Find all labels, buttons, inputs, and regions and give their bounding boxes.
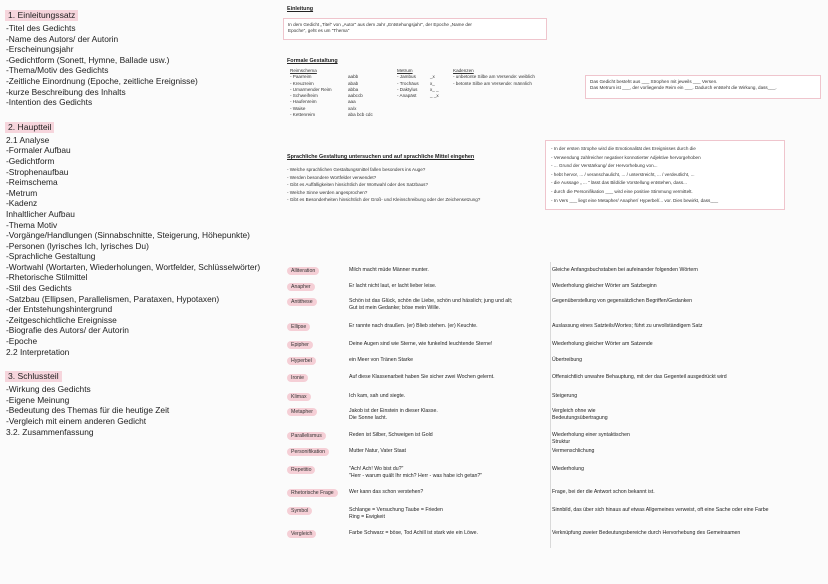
outline-item: -Formaler Aufbau: [6, 145, 71, 156]
outline: [6, 5, 296, 437]
outline-item: -kurze Beschreibung des Inhalts: [6, 86, 126, 97]
stilmittel-definition: [552, 267, 698, 274]
example-line: Mutter Natur, Vater Staat: [349, 448, 406, 454]
outline-item: -Epoche: [6, 336, 38, 347]
example-line: Milch macht müde Männer munter.: [349, 267, 429, 273]
reim-pattern: abab: [348, 80, 359, 86]
outline-item: 3.2. Zusammenfassung: [6, 426, 94, 437]
table-row: [287, 374, 817, 390]
reim-pattern: aabb: [348, 74, 359, 80]
stilmittel-name: Parallelismus: [287, 432, 326, 440]
stilmittel-definition: [552, 357, 582, 364]
formal-box: [585, 75, 821, 99]
stilmittel-example: [349, 341, 492, 348]
outline-item: -Vorgänge/Handlungen (Sinnabschnitte, Steigerung, Höhepunkte): [6, 230, 250, 241]
table-row: [287, 466, 817, 482]
sprachlich-box-line: - ... Grund der Verstärkung/ der Hervorhebung von...: [551, 163, 658, 169]
stilmittel-name: Klimax: [287, 393, 311, 401]
einleitung-line: Epoche", geht es um "Thema": [288, 28, 350, 34]
sprachlich-box-line: - Verwendung zahlreicher negativer konnotierter Adjektive hervorgehoben: [551, 154, 701, 160]
reim-pattern: abba: [348, 86, 359, 92]
stilmittel-example: [349, 489, 423, 496]
outline-item: Inhaltlicher Aufbau: [6, 208, 75, 219]
outline-item: -Eigene Meinung: [6, 394, 70, 405]
stilmittel-definition: [552, 448, 594, 455]
table-row: [287, 283, 817, 299]
table-row: [287, 408, 817, 424]
stilmittel-definition: [552, 283, 657, 290]
example-line: "Ach! Ach! Wo bist du?": [349, 466, 404, 472]
outline-item: -Titel des Gedichts: [6, 23, 76, 33]
definition-line: Bedeutungsübertragung: [552, 414, 608, 421]
example-line: Die Sonne lacht.: [349, 414, 388, 421]
metrum-name: - Jambus: [397, 74, 416, 80]
stilmittel-name: Antithese: [287, 298, 317, 306]
metrum: [397, 68, 452, 99]
formal-heading: Formale Gestaltung: [287, 58, 338, 64]
stilmittel-example: [349, 323, 478, 330]
outline-item: -Stil des Gedichts: [6, 283, 72, 294]
table-row: [287, 489, 817, 505]
stilmittel-example: [349, 530, 478, 537]
stilmittel-name: Metapher: [287, 408, 317, 416]
stilmittel-name: Hyperbel: [287, 357, 316, 365]
example-line: "Herr - warum quält Ihr mich? Herr - was habe ich getan?": [349, 472, 483, 479]
formal-box-line: Das Gedicht besteht aus ___ Strophen mit jeweils ___ Versen.: [590, 79, 718, 84]
example-line: Gut ist mein Gedanke; böse mein Wille.: [349, 304, 441, 311]
sprachlich-item: - Gibt es Auffälligkeiten hinsichtlich der Wortwahl oder des Satzbaus?: [287, 182, 429, 188]
outline-item: -Name des Autors/ der Autorin: [6, 33, 119, 44]
stilmittel-definition: [552, 408, 608, 422]
outline-item: 2.2 Interpretation: [6, 346, 70, 357]
stilmittel-definition: [552, 374, 727, 381]
example-line: Schlange = Versuchung Taube = Frieden: [349, 507, 443, 513]
einleitung-line: In dem Gedicht „Titel" von „Autor" aus dem Jahr „Entstehungsjahr", der Epoche „Name der: [288, 22, 472, 27]
stilmittel-example: [349, 357, 413, 364]
example-line: Schön ist das Glück, schön die Liebe, schön und hässlich; jung und alt;: [349, 298, 513, 304]
stilmittel-definition: [552, 393, 577, 400]
reim-name: - Umarmender Reim: [290, 86, 332, 92]
kadenz-item: - unbetonte Silbe am Versende: weiblich: [453, 74, 535, 80]
metrum-pattern: _ _x: [430, 93, 439, 99]
sprachlich-list: [287, 166, 480, 204]
reim-name: - Schweifreim: [290, 93, 318, 99]
table-row: [287, 507, 817, 523]
metrum-name: - Daktylus: [397, 86, 418, 92]
sprachlich-box-line: - durch die Personifikation ___ wird eine positive Stimmung vermittelt.: [551, 188, 693, 194]
outline-item: -Intention des Gedichts: [6, 97, 93, 108]
definition-line: Steigerung: [552, 393, 578, 399]
example-line: Wer kann das schon verstehen?: [349, 489, 424, 495]
stilmittel-name: Repetitio: [287, 466, 315, 474]
example-line: Er rannte nach draußen. (er) Blieb stehen. (er) Keuchte.: [349, 323, 478, 329]
sprachlich-box-line: - In Vers ___ liegt eine Metapher/ Anapher/ Hyperbel/... vor. Dies bewirkt, dass___: [551, 197, 718, 203]
stilmittel-definition: [552, 341, 653, 348]
metrum-name: - Trochäus: [397, 80, 419, 86]
outline-item: -Bedeutung des Themas für die heutige Zeit: [6, 405, 170, 416]
definition-line: Wiederholung einer syntaktischen: [552, 432, 630, 438]
kadenzen: [453, 68, 578, 87]
definition-line: Offensichtlich unwahre Behauptung, mit der das Gegenteil ausgedrückt wird: [552, 374, 727, 380]
example-line: Jakob ist der Einstein in dieser Klasse.: [349, 408, 438, 414]
reimschema-row: [290, 112, 390, 118]
table-row: [287, 323, 817, 339]
section-title: 1. Einleitungssatz: [5, 10, 78, 21]
table-row: [287, 432, 817, 448]
outline-item: -Metrum: [6, 187, 38, 198]
outline-item: -Thema Motiv: [6, 219, 58, 230]
definition-line: Gleiche Anfangsbuchstaben bei aufeinander folgenden Wörtern: [552, 267, 698, 273]
reim-name: - Kreuzreim: [290, 80, 314, 86]
example-line: Deine Augen sind wie Sterne, wie funkelnd leuchtende Sterne!: [349, 341, 493, 347]
reim-pattern: aabccb: [348, 93, 363, 99]
stilmittel-name: Vergleich: [287, 530, 316, 538]
einleitung-box: [283, 18, 547, 40]
outline-item: -Reimschema: [6, 177, 58, 188]
stilmittel-example: [349, 393, 405, 400]
outline-item: -Zeitliche Einordnung (Epoche, zeitliche Ereignisse): [6, 75, 198, 86]
sprachlich-item: - Welche sprachlichen Gestaltungsmittel fallen besonders ins Auge?: [287, 167, 426, 172]
example-line: Auf diese Klassenarbeit haben Sie sicher zwei Wochen gelernt.: [349, 374, 495, 380]
table-row: [287, 298, 817, 314]
example-line: ein Meer von Tränen Starke: [349, 357, 414, 363]
outline-item: -Wirkung des Gedichts: [6, 384, 91, 395]
outline-item: -Wortwahl (Wortarten, Wiederholungen, Wortfelder, Schlüsselwörter): [6, 261, 261, 272]
definition-line: Auslassung eines Satzteils/Wortes; führt zu unvollständigem Satz: [552, 323, 703, 329]
stilmittel-definition: [552, 466, 584, 473]
example-line: Er lacht nicht laut, er lacht lieber leise.: [349, 283, 437, 289]
stilmittel-name: Rhetorische Frage: [287, 489, 338, 497]
table-row: [287, 530, 817, 546]
sprachlich-item: - Gibt es Besonderheiten hinsichtlich der Groß- und Kleinschreibung oder der Zeichensetzung?: [287, 197, 481, 203]
definition-line: Vergleich ohne wie: [552, 408, 596, 414]
outline-item: -Biografie des Autors/ der Autorin: [6, 325, 129, 336]
reimschema: [290, 68, 390, 118]
outline-item: -Personen (lyrisches Ich, lyrisches Du): [6, 240, 149, 251]
definition-line: Übertreibung: [552, 357, 582, 363]
stilmittel-name: Anapher: [287, 283, 315, 291]
stilmittel-example: [349, 283, 436, 290]
table-row: [287, 357, 817, 373]
stilmittel-example: [349, 466, 482, 480]
reim-pattern: aaa: [348, 99, 356, 105]
sprachlich-box-line: - In der ersten Strophe wird die Emotionalität des Ereignisses durch die: [551, 146, 696, 151]
example-line: Farbe Schwarz = böse, Tod Achill ist stark wie ein Löwe.: [349, 530, 478, 536]
definition-line: Gegenüberstellung von gegensätzlichen Begriffen/Gedanken: [552, 298, 693, 304]
sprachlich-box-line: - die Aussage „ ... " lässt das Bild/die Vorstellung entstehen, dass...: [551, 180, 687, 186]
outline-item: -Strophenaufbau: [6, 166, 69, 177]
stilmittel-example: [349, 432, 433, 439]
sprachlich-item: - Werden besondere Wortfelder verwendet?: [287, 174, 377, 180]
sprachlich-heading: Sprachliche Gestaltung untersuchen und auf sprachliche Mittel eingehen: [287, 154, 475, 160]
outline-item: -der Entstehungshintergrund: [6, 304, 113, 315]
outline-item: -Sprachliche Gestaltung: [6, 251, 96, 262]
reim-name: - Paarreim: [290, 74, 312, 80]
table-row: [287, 448, 817, 464]
stilmittel-name: Ellipse: [287, 323, 310, 331]
outline-item: -Vergleich mit einem anderen Gedicht: [6, 416, 147, 426]
sprachlich-item: - Welche Sinne werden angesprochen?: [287, 189, 368, 195]
section-list: [6, 135, 296, 357]
outline-item: -Rhetorische Stilmittel: [6, 272, 88, 283]
section-list: [6, 384, 296, 437]
reim-name: - Haufenreim: [290, 99, 317, 105]
reim-pattern: aba bcb cdc: [348, 112, 373, 118]
definition-line: Sinnbild, das über sich hinaus auf etwas Allgemeines verweist, oft eine Sache oder eine Farbe: [552, 507, 769, 513]
sprachlich-box-line: - hebt hervor, ... / veranschaulicht, ... / unterstreicht, ... / verdeutlicht, ...: [551, 171, 695, 177]
kadenzen-heading: Kadenzen: [453, 68, 474, 73]
example-line: Ring = Ewigkeit: [349, 513, 385, 520]
stilmittel-name: Alliteration: [287, 267, 319, 275]
example-line: Ich kam, sah und siegte.: [349, 393, 406, 399]
section-list: [6, 23, 296, 108]
reim-name: - Waise: [290, 105, 306, 111]
stilmittel-example: [349, 267, 429, 274]
einleitung-heading: Einleitung: [287, 6, 314, 12]
outline-section-2: [6, 117, 296, 357]
stilmittel-example: [349, 374, 495, 381]
reim-pattern: xa/x: [348, 105, 357, 111]
stilmittel-example: [349, 448, 406, 455]
metrum-pattern: _x: [430, 74, 435, 80]
definition-line: Verknüpfung zweier Bedeutungsbereiche durch Hervorhebung des Gemeinsamen: [552, 530, 741, 536]
reimschema-heading: Reimschema: [290, 68, 317, 73]
outline-item: -Kadenz: [6, 198, 38, 209]
outline-item: -Erscheinungsjahr: [6, 44, 74, 55]
stilmittel-definition: [552, 323, 702, 330]
outline-section-3: [6, 366, 296, 437]
definition-line: Wiederholung gleicher Wörter am Satzbeginn: [552, 283, 657, 289]
stilmittel-name: Symbol: [287, 507, 312, 515]
section-title: 2. Hauptteil: [5, 122, 54, 133]
table-row: [287, 341, 817, 357]
table-row: [287, 393, 817, 409]
stilmittel-definition: [552, 507, 769, 514]
metrum-heading: Metrum: [397, 68, 413, 73]
outline-item: -Gedichtform: [6, 155, 55, 166]
metrum-pattern: x_ _: [430, 86, 439, 92]
definition-line: Wiederholung gleicher Wörter am Satzende: [552, 341, 653, 347]
outline-item: -Satzbau (Ellipsen, Parallelismen, Parataxen, Hypotaxen): [6, 293, 220, 304]
example-line: Reden ist Silber, Schweigen ist Gold: [349, 432, 433, 438]
stilmittel-definition: [552, 432, 630, 446]
sprachlich-box: [545, 140, 785, 210]
formal-box-line: Das Metrum ist ___, der vorliegende Reim ein ___. Dadurch entsteht die Wirkung, dass___.: [590, 85, 777, 91]
outline-item: -Thema/Motiv des Gedichts: [6, 65, 109, 76]
outline-item: -Zeitgeschichtliche Ereignisse: [6, 314, 117, 325]
stilmittel-definition: [552, 298, 692, 305]
outline-item: 2.1 Analyse: [6, 134, 50, 145]
stilmittel-example: [349, 507, 443, 521]
section-title: 3. Schlussteil: [5, 371, 62, 382]
stilmittel-example: [349, 408, 438, 422]
definition-line: Wiederholung: [552, 466, 585, 472]
outline-item: -Gedichtform (Sonett, Hymne, Ballade usw.): [6, 54, 170, 65]
stilmittel-name: Ironie: [287, 374, 308, 382]
definition-line: Frage, bei der die Antwort schon bekannt ist.: [552, 489, 655, 495]
reim-name: - Kettenreim: [290, 112, 316, 118]
metrum-name: - Anapäst: [397, 93, 417, 99]
metrum-row: [397, 93, 452, 99]
stilmittel-example: [349, 298, 512, 312]
definition-line: Struktur: [552, 438, 571, 445]
kadenz-item: - betonte Silbe am Versende: männlich: [453, 80, 532, 86]
stilmittel-definition: [552, 489, 655, 496]
table-row: [287, 267, 817, 283]
definition-line: Vermenschlichung: [552, 448, 595, 454]
metrum-pattern: x_: [430, 80, 435, 86]
stilmittel-name: Personifikation: [287, 448, 329, 456]
stilmittel-definition: [552, 530, 740, 537]
outline-section-1: [6, 5, 296, 108]
stilmittel-name: Epipher: [287, 341, 313, 349]
